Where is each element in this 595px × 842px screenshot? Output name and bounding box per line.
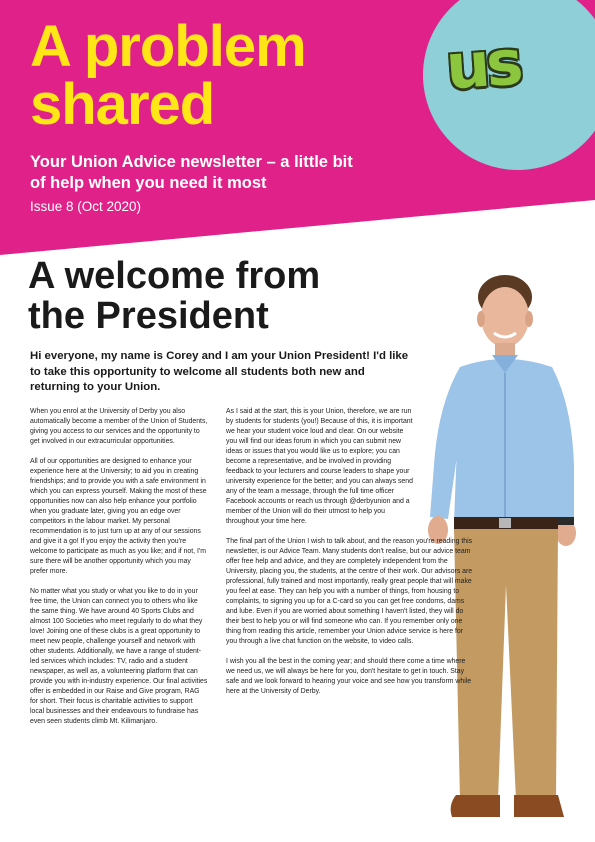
paragraph: When you enrol at the University of Derby you also automatically become a member of the Union of Students, giving you access to our services and the opportunity to get involved in our extracurricular opportunities. bbox=[30, 408, 208, 445]
title-line-1: A problem bbox=[30, 14, 306, 79]
article-title bbox=[28, 256, 388, 336]
issue-number: Issue 8 (Oct 2020) bbox=[30, 199, 142, 214]
paragraph: I wish you all the best in the coming year; and should there come a time where we need us, we will always be here for you, don't hesitate to get in touch. Stay safe and we look forward to hearing your voice and see how you transform while here at the University of Derby. bbox=[226, 658, 472, 695]
title-line-2: shared bbox=[30, 72, 215, 137]
paragraph: As I said at the start, this is your Union, therefore, we are run by students for students (you!) Because of this, it is important we hear your student voice loud and clear. On our website you will find our ideas forum in which you can submit new ideas or issues that you would like us to explore; you can become a representative, and be involved in providing feedback to your lecturers and course leaders to shape your university experience for the better; and you can always send any of the team a message, through the full time officer Facebook accounts or reach us through @derbyunion and a member of the Union will do their utmost to help you throughout your time here. bbox=[226, 408, 413, 525]
newsletter-subtitle: Your Union Advice newsletter – a little bit of help when you need it most bbox=[30, 153, 353, 192]
article-column-left bbox=[30, 407, 208, 737]
paragraph: The final part of the Union I wish to talk about, and the reason you're reading this newsletter, is our Advice Team. Many students don't realise, but our advice team offer free help and advice, and they are completely independent from the University, placing you, the students, at the centre of their work. Our advisors are professional, fully trained and most importantly, really great people that will make you feel at ease. They can help you with a number of things, from housing to complaints, to signing you up for a C-card so you can get free condoms, dams and lube. Even if you are worried about something I haven't listed, they will do their best to help you or will find someone who can. If you remember only one thing from reading this article, remember your Union advice service is here for you through a live chat function on the website, to video calls. bbox=[226, 538, 473, 645]
paragraph: All of our opportunities are designed to enhance your experience here at the University; to aid you in creating friendships; and to provide you with a safe environment in which you can express yourself. Making the most of these opportunities now can also help enhance your portfolio when you graduate later, giving you an edge over competitors in the labour market. My personal recommendation is to just turn up at any of our sessions and give it a go! If you enjoy the activity then you're welcome to participate as much as you like; and if not, I'm sure there will be another opportunity which you may prefer more. bbox=[30, 458, 207, 575]
newsletter-title bbox=[30, 14, 306, 137]
union-logo: us bbox=[443, 25, 522, 104]
header-banner bbox=[0, 0, 595, 260]
article-intro: Hi everyone, my name is Corey and I am your Union President! I'd like to take this opportunity to welcome all students both new and returning to your Union. bbox=[30, 350, 409, 393]
paragraph: No matter what you study or what you like to do in your free time, the Union can connect you to others who like the same thing. We have around 40 Sports Clubs and almost 100 Societies who meet regularly to do what they love! Joining one of these clubs is a great opportunity to meet new people, challenge yourself and network with other students. Additionally, we have a range of student-led services which includes: TV, radio and a student newspaper, as well as, a volunteering platform that can provide you with in-industry experience. Our final activities offer is embedded in our Raise and Give program, RAG for short. Their focus is charitable activities to support local businesses and their endeavours to fundraise has even seen students climb Mt. Kilimanjaro. bbox=[30, 588, 208, 725]
article-title-line-2: the President bbox=[28, 295, 269, 337]
article-title-line-1: A welcome from bbox=[28, 255, 321, 297]
